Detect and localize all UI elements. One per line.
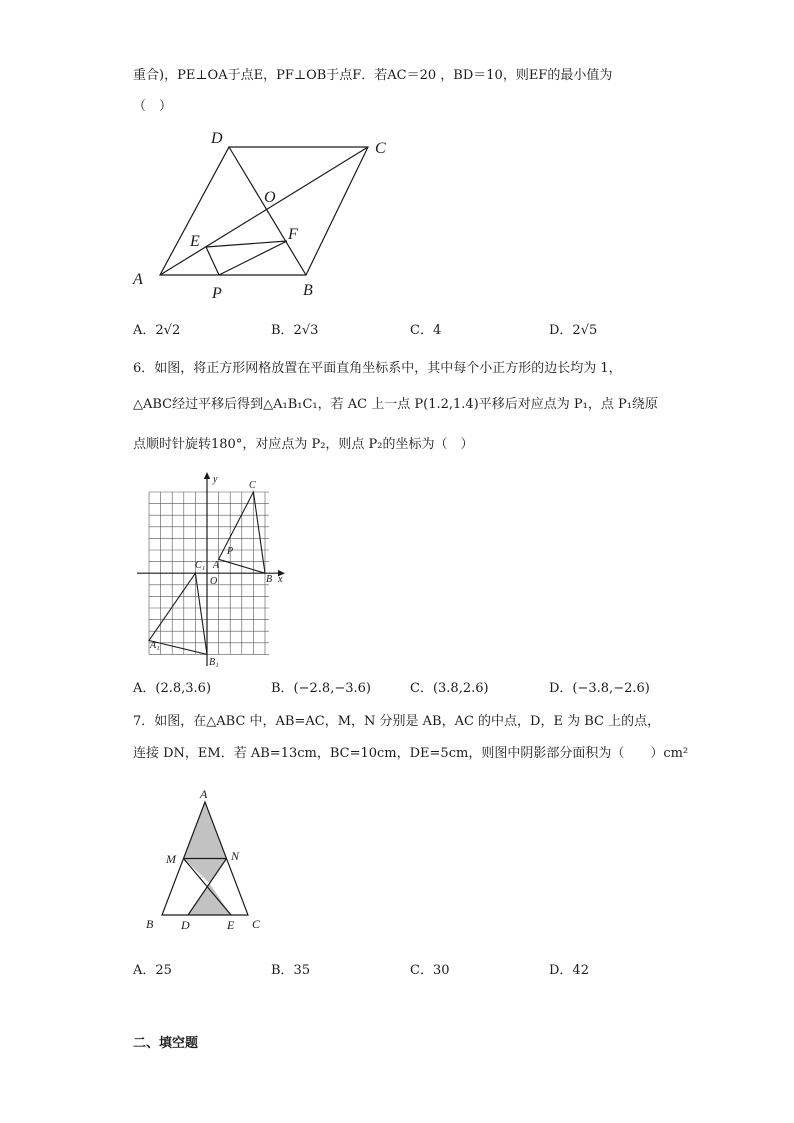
q5-option-b: B．2√3 — [271, 323, 319, 338]
q6-label-c1: C₁ — [195, 560, 206, 571]
q6-label-o: O — [210, 576, 218, 587]
q7-label-m: M — [166, 852, 176, 866]
q7-text-line1: 7．如图，在△ABC 中，AB=AC，M，N 分别是 AB，AC 的中点，D，E 为 BC 上的点， — [133, 714, 661, 729]
q6-option-c: C．(3.8,2.6) — [410, 681, 489, 696]
q5-figure — [125, 125, 405, 305]
q6-label-a: A — [213, 560, 220, 571]
q7-label-e: E — [227, 918, 235, 932]
q7-label-n: N — [231, 849, 240, 863]
q5-label-f: F — [288, 226, 298, 243]
q5-label-b: B — [303, 282, 313, 299]
segment-pe — [206, 247, 219, 275]
q7-option-b: B．35 — [271, 963, 311, 978]
q6-label-y: y — [213, 474, 218, 485]
q7-label-d: D — [181, 918, 190, 932]
q5-label-e: E — [190, 233, 200, 250]
q7-label-b: B — [146, 917, 154, 931]
q6-option-b: B．(−2.8,−3.6) — [271, 681, 371, 696]
q7-option-d: D．42 — [549, 963, 589, 978]
q5-text-line1: 重合)，PE⊥OA于点E，PF⊥OB于点F．若AC＝20 ，BD＝10，则EF的最小值为 — [133, 68, 613, 83]
q6-label-c: C — [249, 480, 256, 491]
q7-option-c: C．30 — [410, 963, 450, 978]
q6-label-p: P — [227, 546, 234, 557]
diagonal-bd — [229, 147, 306, 275]
q6-option-a: A．(2.8,3.6) — [133, 681, 212, 696]
q6-label-b: B — [266, 574, 273, 585]
shaded-region-bottom — [188, 883, 231, 915]
y-axis-arrow — [204, 472, 210, 479]
q6-figure — [135, 470, 295, 670]
q7-label-a: A — [200, 787, 208, 801]
section-title-fill-in-blank: 二、填空题 — [133, 1036, 199, 1051]
q5-text-line2: （ ） — [133, 99, 173, 114]
q6-text-line3: 点顺时针旋转180°，对应点为 P₂，则点 P₂的坐标为（ ） — [133, 437, 474, 452]
q6-text-line2: △ABC经过平移后得到△A₁B₁C₁，若 AC 上一点 P(1.2,1.4)平移后对应点为 P₁，点 P₁绕原 — [133, 397, 658, 412]
q6-label-x: x — [278, 574, 283, 585]
q5-option-a: A．2√2 — [133, 323, 181, 338]
q5-label-o: O — [264, 189, 276, 206]
q5-option-c: C．4 — [410, 323, 442, 338]
q5-label-p: P — [212, 285, 222, 302]
q7-option-a: A．25 — [133, 963, 172, 978]
q5-label-d: D — [211, 130, 223, 147]
q6-label-b1: B₁ — [209, 657, 219, 668]
segment-pf — [219, 241, 287, 275]
q5-label-a: A — [133, 271, 143, 288]
q6-label-a1: A₁ — [150, 640, 160, 651]
q7-figure — [140, 785, 270, 935]
q7-text-line2: 连接 DN，EM．若 AB=13cm，BC=10cm，DE=5cm，则图中阴影部分面积为（ ）cm² — [133, 746, 689, 761]
q5-option-d: D．2√5 — [549, 323, 598, 338]
q7-label-c: C — [252, 917, 261, 931]
q6-option-d: D．(−3.8,−2.6) — [549, 681, 650, 696]
q6-text-line1: 6．如图，将正方形网格放置在平面直角坐标系中，其中每个小正方形的边长均为 1， — [133, 361, 622, 376]
q5-label-c: C — [375, 140, 386, 157]
segment-ef — [206, 241, 287, 247]
